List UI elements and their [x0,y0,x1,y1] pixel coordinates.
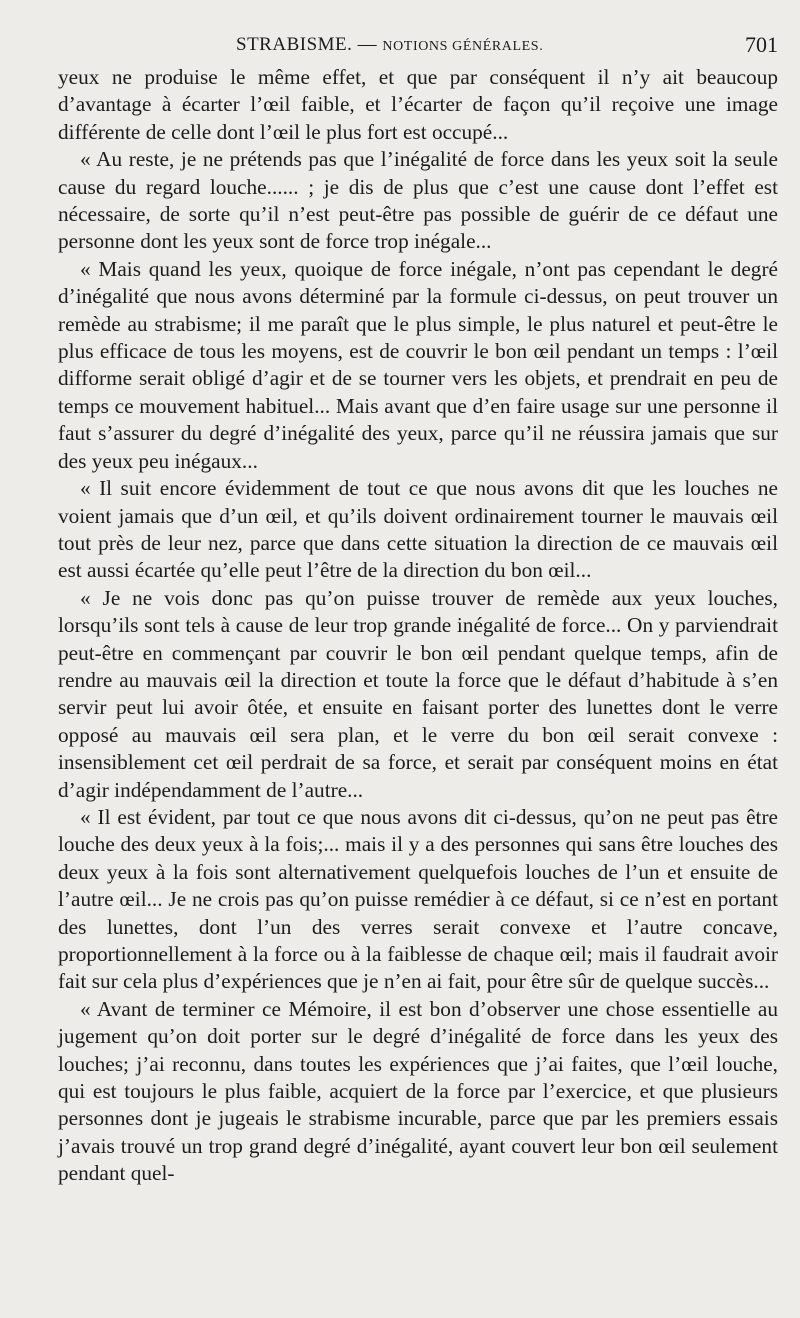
running-head-dash: — [357,34,378,55]
running-head-title: STRABISME. [236,34,353,55]
paragraph: « Il est évident, par tout ce que nous avons dit ci-dessus, qu’on ne peut pas être louche des deux yeux à la fois;... mais il y a des personnes qui sans être louches des deux yeux à la fois sont alternativement quelquefois louches de l’un et ensuite de l’autre œil... Je ne crois pas qu’on puisse remédier à ce défaut, si ce n’est en portant des lunettes, dont l’un des verres serait convexe et l’autre concave, proportionnellement à la force ou à la faiblesse de chaque œil; mais il faudrait avoir fait sur cela plus d’expériences que je n’en ai fait, pour être sûr de quelque succès... [58,804,778,994]
paragraph: « Je ne vois donc pas qu’on puisse trouver de remède aux yeux louches, lorsqu’ils sont tels à cause de leur trop grande inégalité de force... On y parviendrait peut-être en commençant par couvrir le bon œil pendant quelque temps, afin de rendre au mauvais œil la direction et toute la force que le défaut d’habitude à s’en servir peut lui avoir ôtée, et ensuite en faisant porter des lunettes dont le verre opposé au mauvais œil sera plan, et le verre du bon œil serait convexe : insensiblement cet œil perdrait de sa force, et serait par conséquent moins en état d’agir indépendamment de l’autre... [58,585,778,802]
paragraph: « Mais quand les yeux, quoique de force inégale, n’ont pas cependant le degré d’inégalité que nous avons déterminé par la formule ci-dessus, on peut trouver un remède au strabisme; il me paraît que le plus simple, le plus naturel et peut-être le plus efficace de tous les moyens, est de couvrir le bon œil pendant un temps : l’œil difforme serait obligé d’agir et de se tourner vers les objets, et prendrait en peu de temps ce mouvement habituel... Mais avant que d’en faire usage sur une personne il faut s’assurer du degré d’inégalité des yeux, parce qu’il ne réussira jamais que sur des yeux peu inégaux... [58,256,778,473]
running-head-section: NOTIONS GÉNÉRALES. [382,39,544,54]
page-header [58,30,778,64]
paragraph: « Avant de terminer ce Mémoire, il est bon d’observer une chose essentielle au jugement qu’on doit porter sur le degré d’inégalité de force dans les yeux des louches; j’ai reconnu, dans toutes les expériences que j’ai faites, que l’œil louche, qui est toujours le plus faible, acquiert de la force par l’exercice, et que plusieurs personnes dont je jugeais le strabisme incurable, parce que par les premiers essais j’avais trouvé un trop grand degré d’inégalité, ayant couvert leur bon œil seulement pendant quel- [58,996,778,1186]
page-number: 701 [745,32,778,57]
body-text [58,64,778,1188]
paragraph-continuation: yeux ne produise le même effet, et que par conséquent il n’y ait beaucoup d’avantage à écarter l’œil faible, et l’écarter de façon qu’il reçoive une image différente de celle dont l’œil le plus fort est occupé... [58,65,778,144]
paragraph: « Il suit encore évidemment de tout ce que nous avons dit que les louches ne voient jamais que d’un œil, et qu’ils doivent ordinairement tourner le mauvais œil tout près de leur nez, parce que dans cette situation la direction de ce mauvais œil est aussi écartée qu’elle peut l’être de la direction du bon œil... [58,476,778,583]
running-head [236,34,543,56]
paragraph: « Au reste, je ne prétends pas que l’inégalité de force dans les yeux soit la seule cause du regard louche...... ; je dis de plus que c’est une cause dont l’effet est nécessaire, de sorte qu’il n’est peut-être pas possible de guérir de ce défaut une personne dont les yeux sont de force trop inégale... [58,147,778,254]
